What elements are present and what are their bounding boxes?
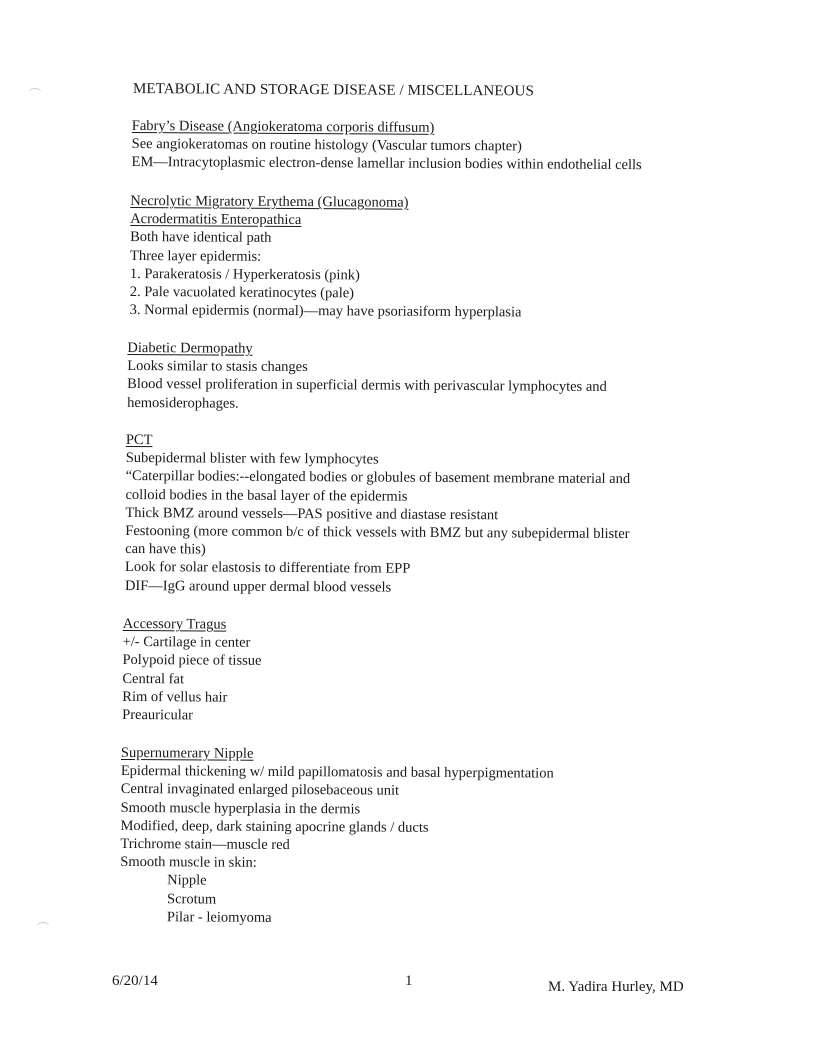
scan-speck — [28, 88, 42, 99]
section-line: Smooth muscle hyperplasia in the dermis — [120, 799, 361, 818]
section-line: Thick BMZ around vessels—PAS positive and diastase resistant — [125, 504, 499, 524]
section-diabetic — [127, 339, 607, 415]
section-tragus — [122, 615, 262, 725]
section-line: colloid bodies in the basal layer of the epidermis — [125, 486, 408, 505]
section-line: Central invaginated enlarged pilosebaceous unit — [120, 781, 400, 800]
section-heading-pct: PCT — [125, 431, 153, 449]
section-line: 3. Normal epidermis (normal)—may have psoriasiform hyperplasia — [129, 302, 522, 321]
sublist-item: Pilar - leiomyoma — [166, 909, 272, 926]
section-line: Look for solar elastosis to differentiate from EPP — [125, 559, 411, 578]
section-heading-tragus: Accessory Tragus — [122, 615, 227, 633]
section-line: Central fat — [122, 670, 185, 687]
footer-date: 6/20/14 — [112, 973, 158, 989]
section-necrolytic — [130, 192, 523, 322]
section-heading-nipple: Supernumerary Nipple — [120, 744, 254, 762]
section-line: hemosiderophages. — [127, 394, 239, 412]
section-line: Blood vessel proliferation in superficial dermis with perivascular lymphocytes and — [127, 376, 607, 396]
section-line: Looks similar to stasis changes — [127, 358, 308, 376]
section-line: +/- Cartilage in center — [122, 634, 251, 651]
sublist-item: Nipple — [167, 872, 207, 889]
section-line: See angiokeratomas on routine histology (Vascular tumors chapter) — [131, 136, 522, 155]
section-line: Polypoid piece of tissue — [122, 652, 262, 670]
section-line: Three layer epidermis: — [129, 247, 262, 265]
section-nipple — [120, 744, 554, 929]
section-line: Festooning (more common b/c of thick vessels with BMZ but any subepidermal blister — [125, 522, 630, 543]
page-title: METABOLIC AND STORAGE DISEASE / MISCELLANEOUS — [132, 81, 535, 100]
section-line: 2. Pale vacuolated keratinocytes (pale) — [129, 284, 355, 302]
section-line: Smooth muscle in skin: — [120, 854, 257, 872]
section-line: DIF—IgG around upper dermal blood vessels — [124, 577, 392, 596]
section-line: Preauricular — [122, 706, 194, 724]
section-fabry — [132, 117, 642, 175]
section-heading-acrodermatitis: Acrodermatitis Enteropathica — [130, 211, 302, 229]
section-heading-necrolytic: Necrolytic Migratory Erythema (Glucagonoma) — [130, 193, 409, 211]
sublist-item: Scrotum — [167, 890, 217, 908]
section-line: can have this) — [125, 541, 206, 558]
section-heading-diabetic: Diabetic Dermopathy — [127, 339, 253, 357]
section-line: 1. Parakeratosis / Hyperkeratosis (pink) — [129, 265, 360, 284]
section-pct — [125, 431, 631, 598]
section-line: Subepidermal blister with few lymphocytes — [125, 450, 379, 468]
section-line: Epidermal thickening w/ mild papillomatosis and basal hyperpigmentation — [120, 763, 554, 782]
section-line: Rim of vellus hair — [122, 688, 228, 706]
footer-page-number: 1 — [405, 973, 413, 989]
footer-author: M. Yadira Hurley, MD — [548, 979, 684, 995]
section-line: EM—Intracytoplasmic electron-dense lamellar inclusion bodies within endothelial cells — [131, 154, 642, 174]
section-line: “Caterpillar bodies:--elongated bodies or globules of basement membrane material and — [125, 468, 631, 488]
section-line: Trichrome stain—muscle red — [120, 835, 290, 854]
scan-speck — [36, 922, 50, 933]
section-heading-fabry: Fabry’s Disease (Angiokeratoma corporis diffusum) — [131, 118, 435, 136]
section-line: Modified, deep, dark staining apocrine glands / ducts — [120, 817, 429, 836]
section-line: Both have identical path — [130, 229, 272, 247]
